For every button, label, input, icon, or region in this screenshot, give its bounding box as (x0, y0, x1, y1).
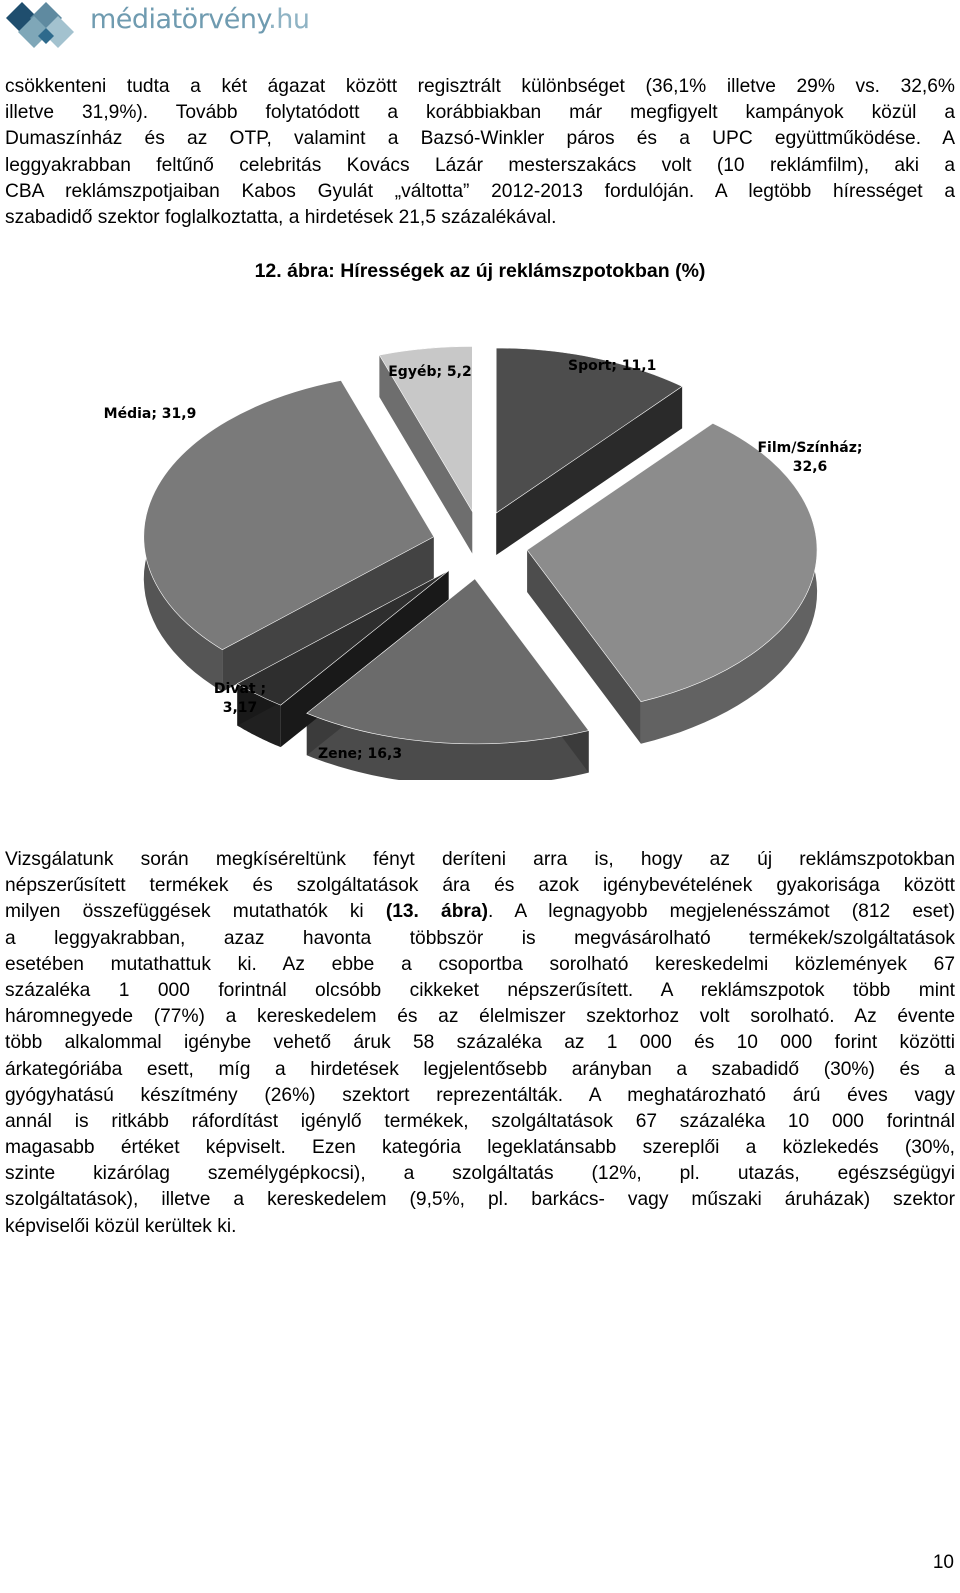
text-fragment: milyen összefüggések mutathatók ki (5, 901, 386, 923)
text-line (5, 1214, 955, 1240)
text-fragment: háromnegyede (77%) a kereskedelem és az élelmiszer szektorhoz volt sorolható. Az évente (5, 1006, 955, 1028)
text-fragment: esetében mutathattuk ki. Az ebbe a csoportba sorolható kereskedelmi közlemények 67 (5, 953, 955, 975)
text-line (5, 1030, 955, 1056)
text-line (5, 1187, 955, 1213)
text-line: CBA reklámszpotjaiban Kabos Gyulát „váltotta” 2012-2013 fordulóján. A legtöbb hírességet a (5, 180, 955, 202)
logo-suffix: .hu (268, 4, 310, 35)
body-paragraph (5, 847, 955, 1240)
text-line: illetve 31,9%). Tovább folytatódott a korábbiakban már megfigyelt kampányok közül a (5, 102, 955, 124)
text-line (5, 873, 955, 899)
text-fragment: képviselői közül kerültek ki. (5, 1215, 237, 1237)
figure-reference: (13. ábra) (385, 901, 488, 923)
text-fragment: árkategóriába esett, míg a hirdetések legjelentősebb arányban a szabadidő (30%) és a (5, 1058, 955, 1080)
page-number: 10 (932, 1552, 954, 1573)
site-header (4, 0, 324, 52)
text-fragment: Vizsgálatunk során megkíséreltünk fényt deríteni arra is, hogy az új reklámszpotokban (5, 849, 955, 870)
figure-title: 12. ábra: Hírességek az új reklámszpotokban (%) (254, 260, 706, 282)
slice-label: Film/Színház; 32,6 (757, 440, 863, 475)
slice-label: Sport; 11,1 (568, 358, 657, 374)
logo-icon (4, 0, 84, 52)
text-line (5, 952, 955, 978)
text-fragment: a leggyakrabban, azaz havonta többször is megvásárolható termékek/szolgáltatások (5, 927, 955, 949)
text-fragment: szinte kizárólag személygépkocsi), a szolgáltatás (12%, pl. utazás, egészségügyi (5, 1163, 955, 1185)
text-fragment: több alkalommal igénybe vehető áruk 58 százaléka az 1 000 és 10 000 forint közötti (5, 1032, 955, 1054)
text-fragment: gyógyhatású készítmény (26%) szektort reprezentálták. A meghatározható árú éves vagy (5, 1084, 955, 1106)
text-fragment: magasabb értéket képviselt. Ezen kategória legeklatánsabb szereplői a közlekedés (30%, (5, 1137, 955, 1159)
slice-label: Zene; 16,3 (317, 746, 403, 762)
text-line (5, 1161, 955, 1187)
logo-wordmark (90, 4, 309, 35)
text-line (5, 1135, 955, 1161)
text-fragment: népszerűsített termékek és szolgáltatások ára és azok igénybevételének gyakorisága között (5, 875, 955, 897)
text-line (5, 1109, 955, 1135)
slice-label: Média; 31,9 (103, 406, 197, 422)
text-line: Dumaszínház és az OTP, valamint a Bazsó-Winkler páros és a UPC együttműködése. A (5, 128, 955, 150)
text-line (5, 926, 955, 952)
text-fragment: annál is ritkább ráfordítást igénylő termékek, szolgáltatások 67 százaléka 10 000 forintnál (5, 1110, 955, 1132)
pie-chart (90, 330, 890, 780)
text-line (5, 1057, 955, 1083)
text-line: szabadidő szektor foglalkoztatta, a hirdetések 21,5 százalékával. (5, 206, 557, 228)
text-line: csökkenteni tudta a két ágazat között regisztrált különbséget (36,1% illetve 29% vs. 32,6% (5, 76, 955, 97)
text-line (5, 899, 955, 925)
text-line (5, 847, 955, 873)
text-line (5, 1004, 955, 1030)
text-fragment: százaléka 1 000 forintnál olcsóbb cikkeket népszerűsített. A reklámszpotok több mint (5, 979, 955, 1001)
text-fragment: szolgáltatások), illetve a kereskedelem (9,5%, pl. barkács- vagy műszaki áruházak) szektor (5, 1189, 955, 1211)
text-line: leggyakrabban feltűnő celebritás Kovács Lázár mesterszakács volt (10 reklámfilm), aki a (5, 154, 955, 176)
text-line (5, 1083, 955, 1109)
slice-label: Divat ; 3,17 (213, 681, 267, 716)
intro-paragraph (5, 74, 955, 231)
logo-main: médiatörvény (90, 4, 269, 35)
slice-label: Egyéb; 5,2 (388, 364, 472, 380)
text-line (5, 978, 955, 1004)
text-fragment: . A legnagyobb megjelenésszámot (812 eset) (487, 901, 955, 923)
